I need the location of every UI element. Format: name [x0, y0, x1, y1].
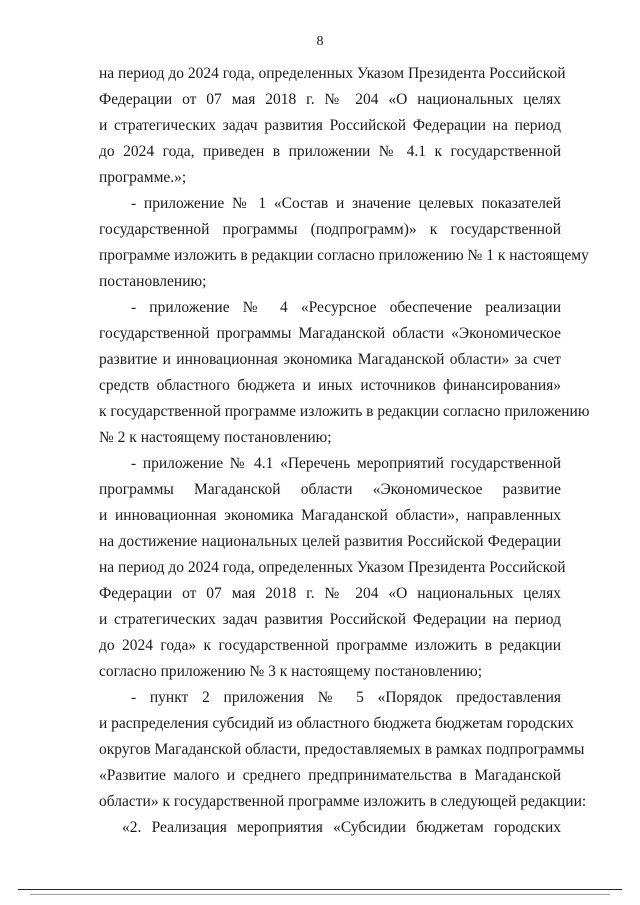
text-line: и стратегических задач развития Российской Федерации на период: [99, 117, 561, 134]
page-number: 8: [316, 34, 324, 49]
footer-rule: [18, 889, 622, 890]
text-line: на период до 2024 года, определенных Указом Президента Российской: [99, 559, 566, 576]
text-line: до 2024 года» к государственной программе изложить в редакции: [99, 637, 561, 654]
text-line: № 2 к настоящему постановлению;: [99, 429, 332, 446]
text-line: развитие и инновационная экономика Магаданской области» за счет: [99, 351, 561, 368]
text-line: «2. Реализация мероприятия «Субсидии бюджетам городских: [122, 819, 561, 836]
text-line: программе.»;: [99, 169, 187, 186]
text-line: средств областного бюджета и иных источников финансирования»: [99, 377, 561, 394]
text-line: Федерации от 07 мая 2018 г. № 204 «О национальных целях: [99, 91, 561, 108]
text-line: - приложение № 1 «Состав и значение целевых показателей: [131, 195, 561, 212]
text-line: и стратегических задач развития Российской Федерации на период: [99, 611, 561, 628]
text-line: - приложение № 4 «Ресурсное обеспечение реализации: [131, 299, 561, 316]
text-line: государственной программы (подпрограмм)» к государственной: [99, 221, 561, 238]
footer-rule-thin: [30, 894, 610, 895]
text-line: Федерации от 07 мая 2018 г. № 204 «О национальных целях: [99, 585, 561, 602]
text-line: области» к государственной программе изложить в следующей редакции:: [99, 793, 587, 810]
text-line: государственной программы Магаданской области «Экономическое: [99, 325, 561, 342]
text-line: программе изложить в редакции согласно приложению № 1 к настоящему: [99, 247, 589, 264]
text-line: и инновационная экономика Магаданской области», направленных: [99, 507, 561, 524]
text-line: согласно приложению № 3 к настоящему постановлению;: [99, 663, 483, 680]
text-line: и распределения субсидий из областного бюджета бюджетам городских: [99, 715, 574, 732]
text-line: - приложение № 4.1 «Перечень мероприятий государственной: [131, 455, 561, 472]
text-line: на период до 2024 года, определенных Указом Президента Российской: [99, 65, 566, 82]
text-line: до 2024 года, приведен в приложении № 4.1 к государственной: [99, 143, 561, 160]
text-line: - пункт 2 приложения № 5 «Порядок предоставления: [131, 689, 561, 706]
text-line: постановлению;: [99, 273, 207, 290]
text-line: программы Магаданской области «Экономическое развитие: [99, 481, 561, 498]
text-line: «Развитие малого и среднего предпринимательства в Магаданской: [99, 767, 561, 784]
text-line: округов Магаданской области, предоставляемых в рамках подпрограммы: [99, 741, 585, 758]
text-line: на достижение национальных целей развития Российской Федерации: [99, 533, 561, 550]
text-line: к государственной программе изложить в редакции согласно приложению: [99, 403, 590, 420]
